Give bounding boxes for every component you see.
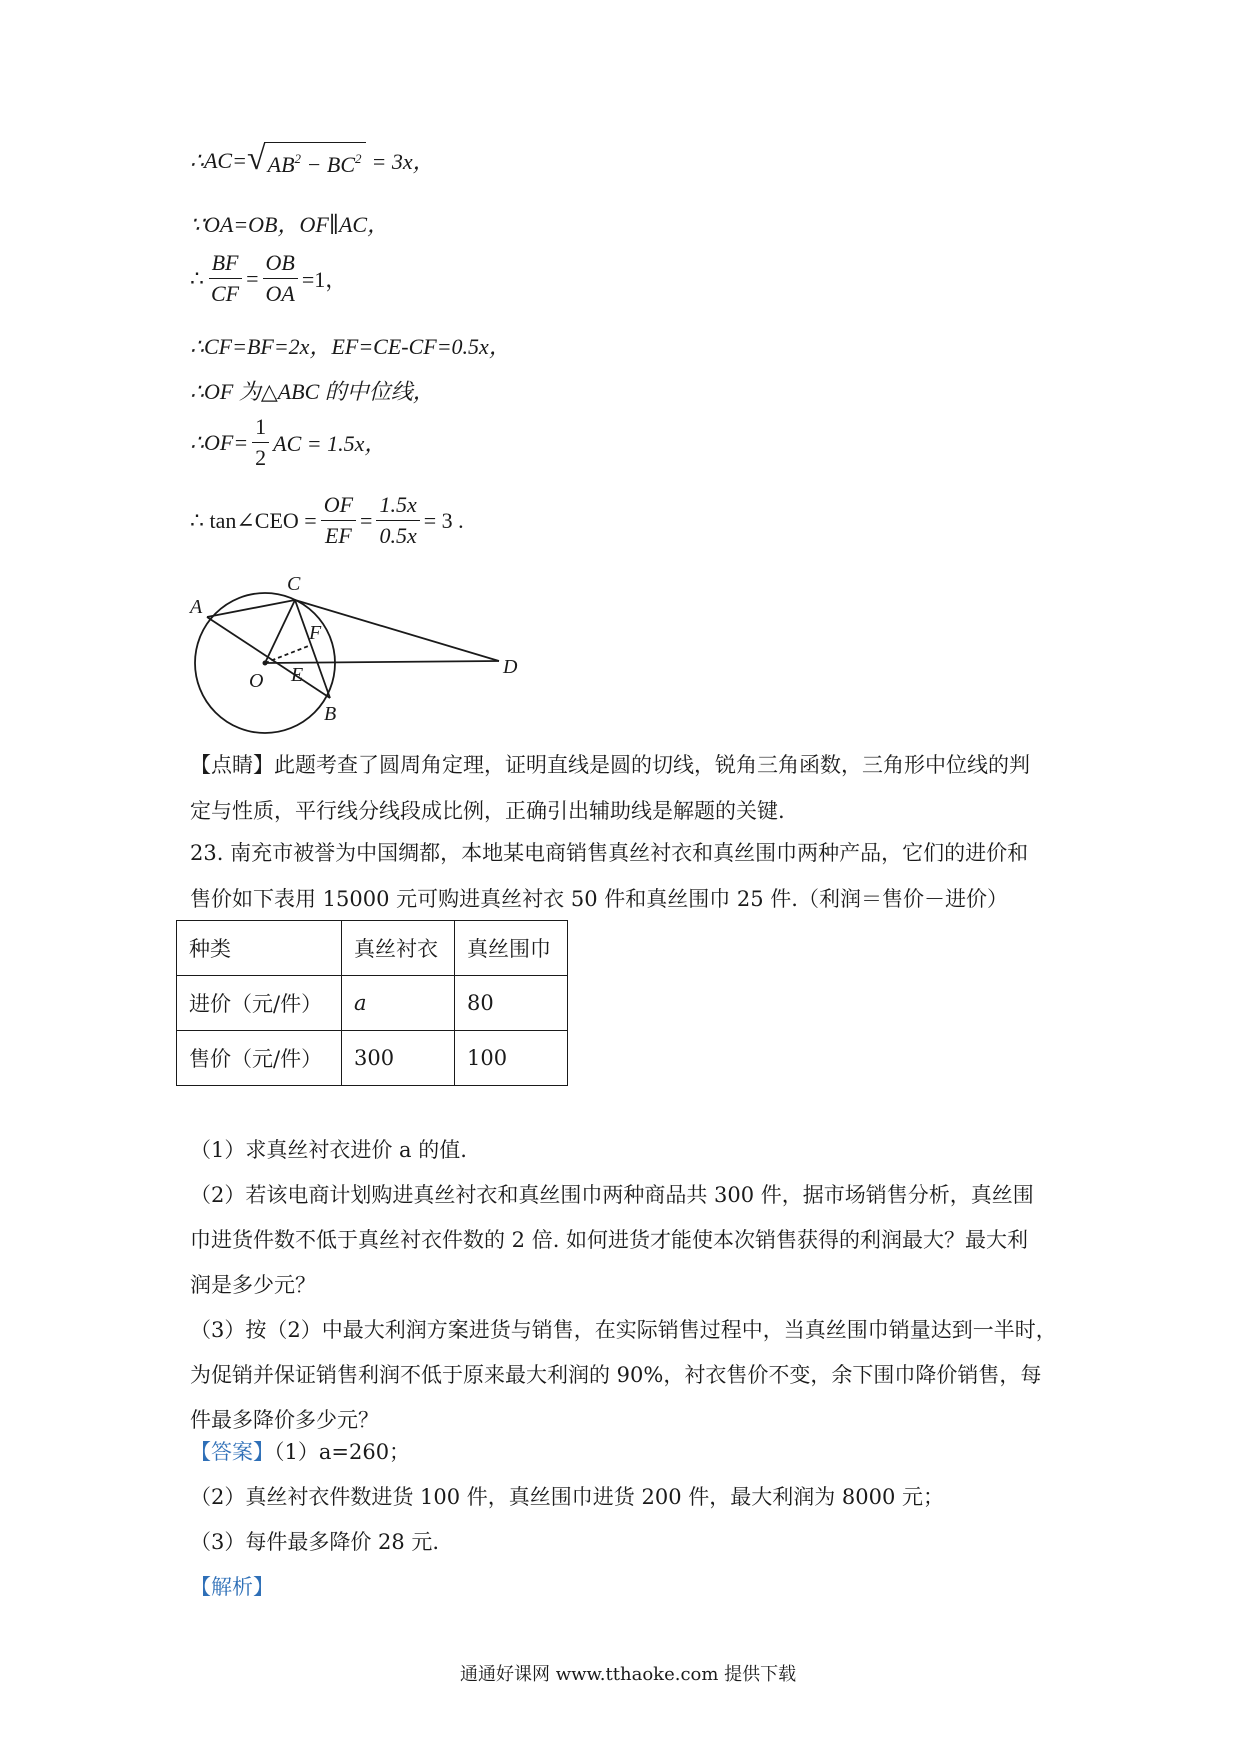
- table-cell: 售价（元/件）: [177, 1031, 342, 1086]
- table-cell: 100: [455, 1031, 568, 1086]
- derivation-line-3-result: =1，: [301, 267, 348, 292]
- fraction-denominator: CF: [211, 281, 240, 306]
- label-f: F: [309, 622, 322, 644]
- problem-statement: [190, 830, 1028, 922]
- questions: [190, 1128, 1057, 1443]
- fraction-ob-oa: [263, 250, 298, 307]
- analysis-tag: 【解析】: [190, 1575, 274, 1599]
- problem-line-1: 23. 南充市被誉为中国绸都，本地某电商销售真丝衬衣和真丝围巾两种产品，它们的进价和: [190, 841, 1029, 865]
- table-header-cell: 真丝围巾: [455, 921, 568, 976]
- fraction-of-ef: [321, 492, 356, 549]
- segment-cd: [295, 600, 499, 661]
- comment-paragraph: [190, 742, 1030, 834]
- table-cell: 300: [342, 1031, 455, 1086]
- derivation-line-2: ∵OA=OB，OF∥AC，: [190, 212, 390, 237]
- table-header-cell: 真丝衬衣: [342, 921, 455, 976]
- circle-tangent-figure: [180, 560, 540, 740]
- fraction-denominator: 2: [255, 445, 267, 470]
- derivation-line-6: [190, 414, 386, 471]
- answer-block: [190, 1430, 944, 1610]
- derivation-line-3: ∴ $\frac{BF}{CF}$ = $\frac{OB}{OA}$ =1，: [190, 250, 348, 306]
- fraction-denominator: 0.5x: [379, 523, 417, 548]
- answer-tag: 【答案】: [190, 1440, 274, 1464]
- comment-tag: 【点睛】: [190, 753, 274, 777]
- fraction-bf-cf: [208, 250, 242, 307]
- question-3-line-1: （3）按（2）中最大利润方案进货与销售，在实际销售过程中，当真丝围巾销量达到一半时，: [190, 1318, 1057, 1342]
- question-2-line-2: 巾进货件数不低于真丝衬衣件数的 2 倍. 如何进货才能使本次销售获得的利润最大？最大利: [190, 1228, 1029, 1252]
- fraction-numerator: OF: [321, 492, 356, 521]
- fraction-15x-05x: [376, 492, 419, 549]
- radicand-ab: AB: [267, 152, 295, 177]
- fraction-numerator: 1.5x: [376, 492, 419, 521]
- derivation-line-7: ∴ tan∠CEO = $\frac{OF}{EF}$ = $\frac{1.5x}{0.5x}$ = 3 .: [190, 492, 464, 548]
- radicand-bc: BC: [326, 152, 356, 177]
- derivation-line-1-prefix: ∴AC=: [190, 147, 247, 173]
- label-b: B: [324, 703, 337, 725]
- derivation-line-7-result: = 3 .: [423, 507, 464, 533]
- problem-line-2: 售价如下表用 15000 元可购进真丝衬衣 50 件和真丝围巾 25 件.（利润＝售价－进价）: [190, 887, 1008, 911]
- answer-1: （1）a=260；: [274, 1440, 411, 1464]
- comment-text-2: 定与性质，平行线分线段成比例，正确引出辅助线是解题的关键.: [190, 799, 785, 823]
- question-3-line-2: 为促销并保证销售利润不低于原来最大利润的 90%，衬衣售价不变，余下围巾降价销售，每: [190, 1363, 1042, 1387]
- table-cell: 80: [455, 976, 568, 1031]
- label-o: O: [249, 670, 264, 692]
- derivation-line-6-prefix: ∴OF=: [190, 429, 249, 455]
- derivation-line-1-result: = 3x，: [371, 149, 435, 174]
- center-dot: [263, 661, 268, 666]
- table-row: [177, 1031, 568, 1086]
- label-a: A: [190, 596, 203, 618]
- table-header-row: [177, 921, 568, 976]
- label-c: C: [287, 573, 301, 595]
- table-cell: a: [342, 976, 455, 1031]
- label-d: D: [503, 656, 518, 678]
- derivation-line-6-result: AC = 1.5x，: [273, 431, 387, 456]
- answer-2: （2）真丝衬衣件数进货 100 件，真丝围巾进货 200 件，最大利润为 8000 元；: [190, 1485, 945, 1509]
- question-2-line-1: （2）若该电商计划购进真丝衬衣和真丝围巾两种商品共 300 件，据市场销售分析，真丝围: [190, 1183, 1034, 1207]
- answer-3: （3）每件最多降价 28 元.: [190, 1530, 440, 1554]
- question-3-line-3: 件最多降价多少元？: [190, 1408, 379, 1432]
- fraction-denominator: EF: [324, 523, 352, 548]
- derivation-line-7-prefix: ∴ tan∠CEO =: [190, 507, 317, 533]
- fraction-numerator: BF: [209, 250, 242, 279]
- fraction-denominator: OA: [265, 281, 295, 306]
- derivation-line-4: ∴CF=BF=2x，EF=CE-CF=0.5x，: [190, 334, 511, 359]
- fraction-one-half: [252, 414, 269, 471]
- table-row: [177, 976, 568, 1031]
- page-footer: 通通好课网 www.tthaoke.com 提供下载: [460, 1664, 797, 1685]
- therefore-symbol: ∴: [190, 265, 204, 291]
- derivation-line-1: [190, 142, 435, 179]
- fraction-numerator: OB: [263, 250, 298, 279]
- question-1: （1）求真丝衬衣进价 a 的值.: [190, 1138, 467, 1162]
- sqrt-expression: √ $AB^2 - BC^2$: [247, 142, 366, 179]
- table-header-cell: 种类: [177, 921, 342, 976]
- fraction-numerator: 1: [252, 414, 269, 443]
- comment-text-1: 此题考查了圆周角定理，证明直线是圆的切线，锐角三角函数，三角形中位线的判: [274, 753, 1030, 777]
- question-2-line-3: 润是多少元？: [190, 1273, 316, 1297]
- radical-sign-icon: √: [246, 140, 266, 177]
- table-cell: 进价（元/件）: [177, 976, 342, 1031]
- derivation-line-5: ∴OF 为△ABC 的中位线，: [190, 379, 435, 404]
- label-e: E: [291, 664, 304, 686]
- price-table: [176, 920, 568, 1086]
- segment-od: [265, 661, 499, 663]
- segment-oc: [265, 600, 295, 663]
